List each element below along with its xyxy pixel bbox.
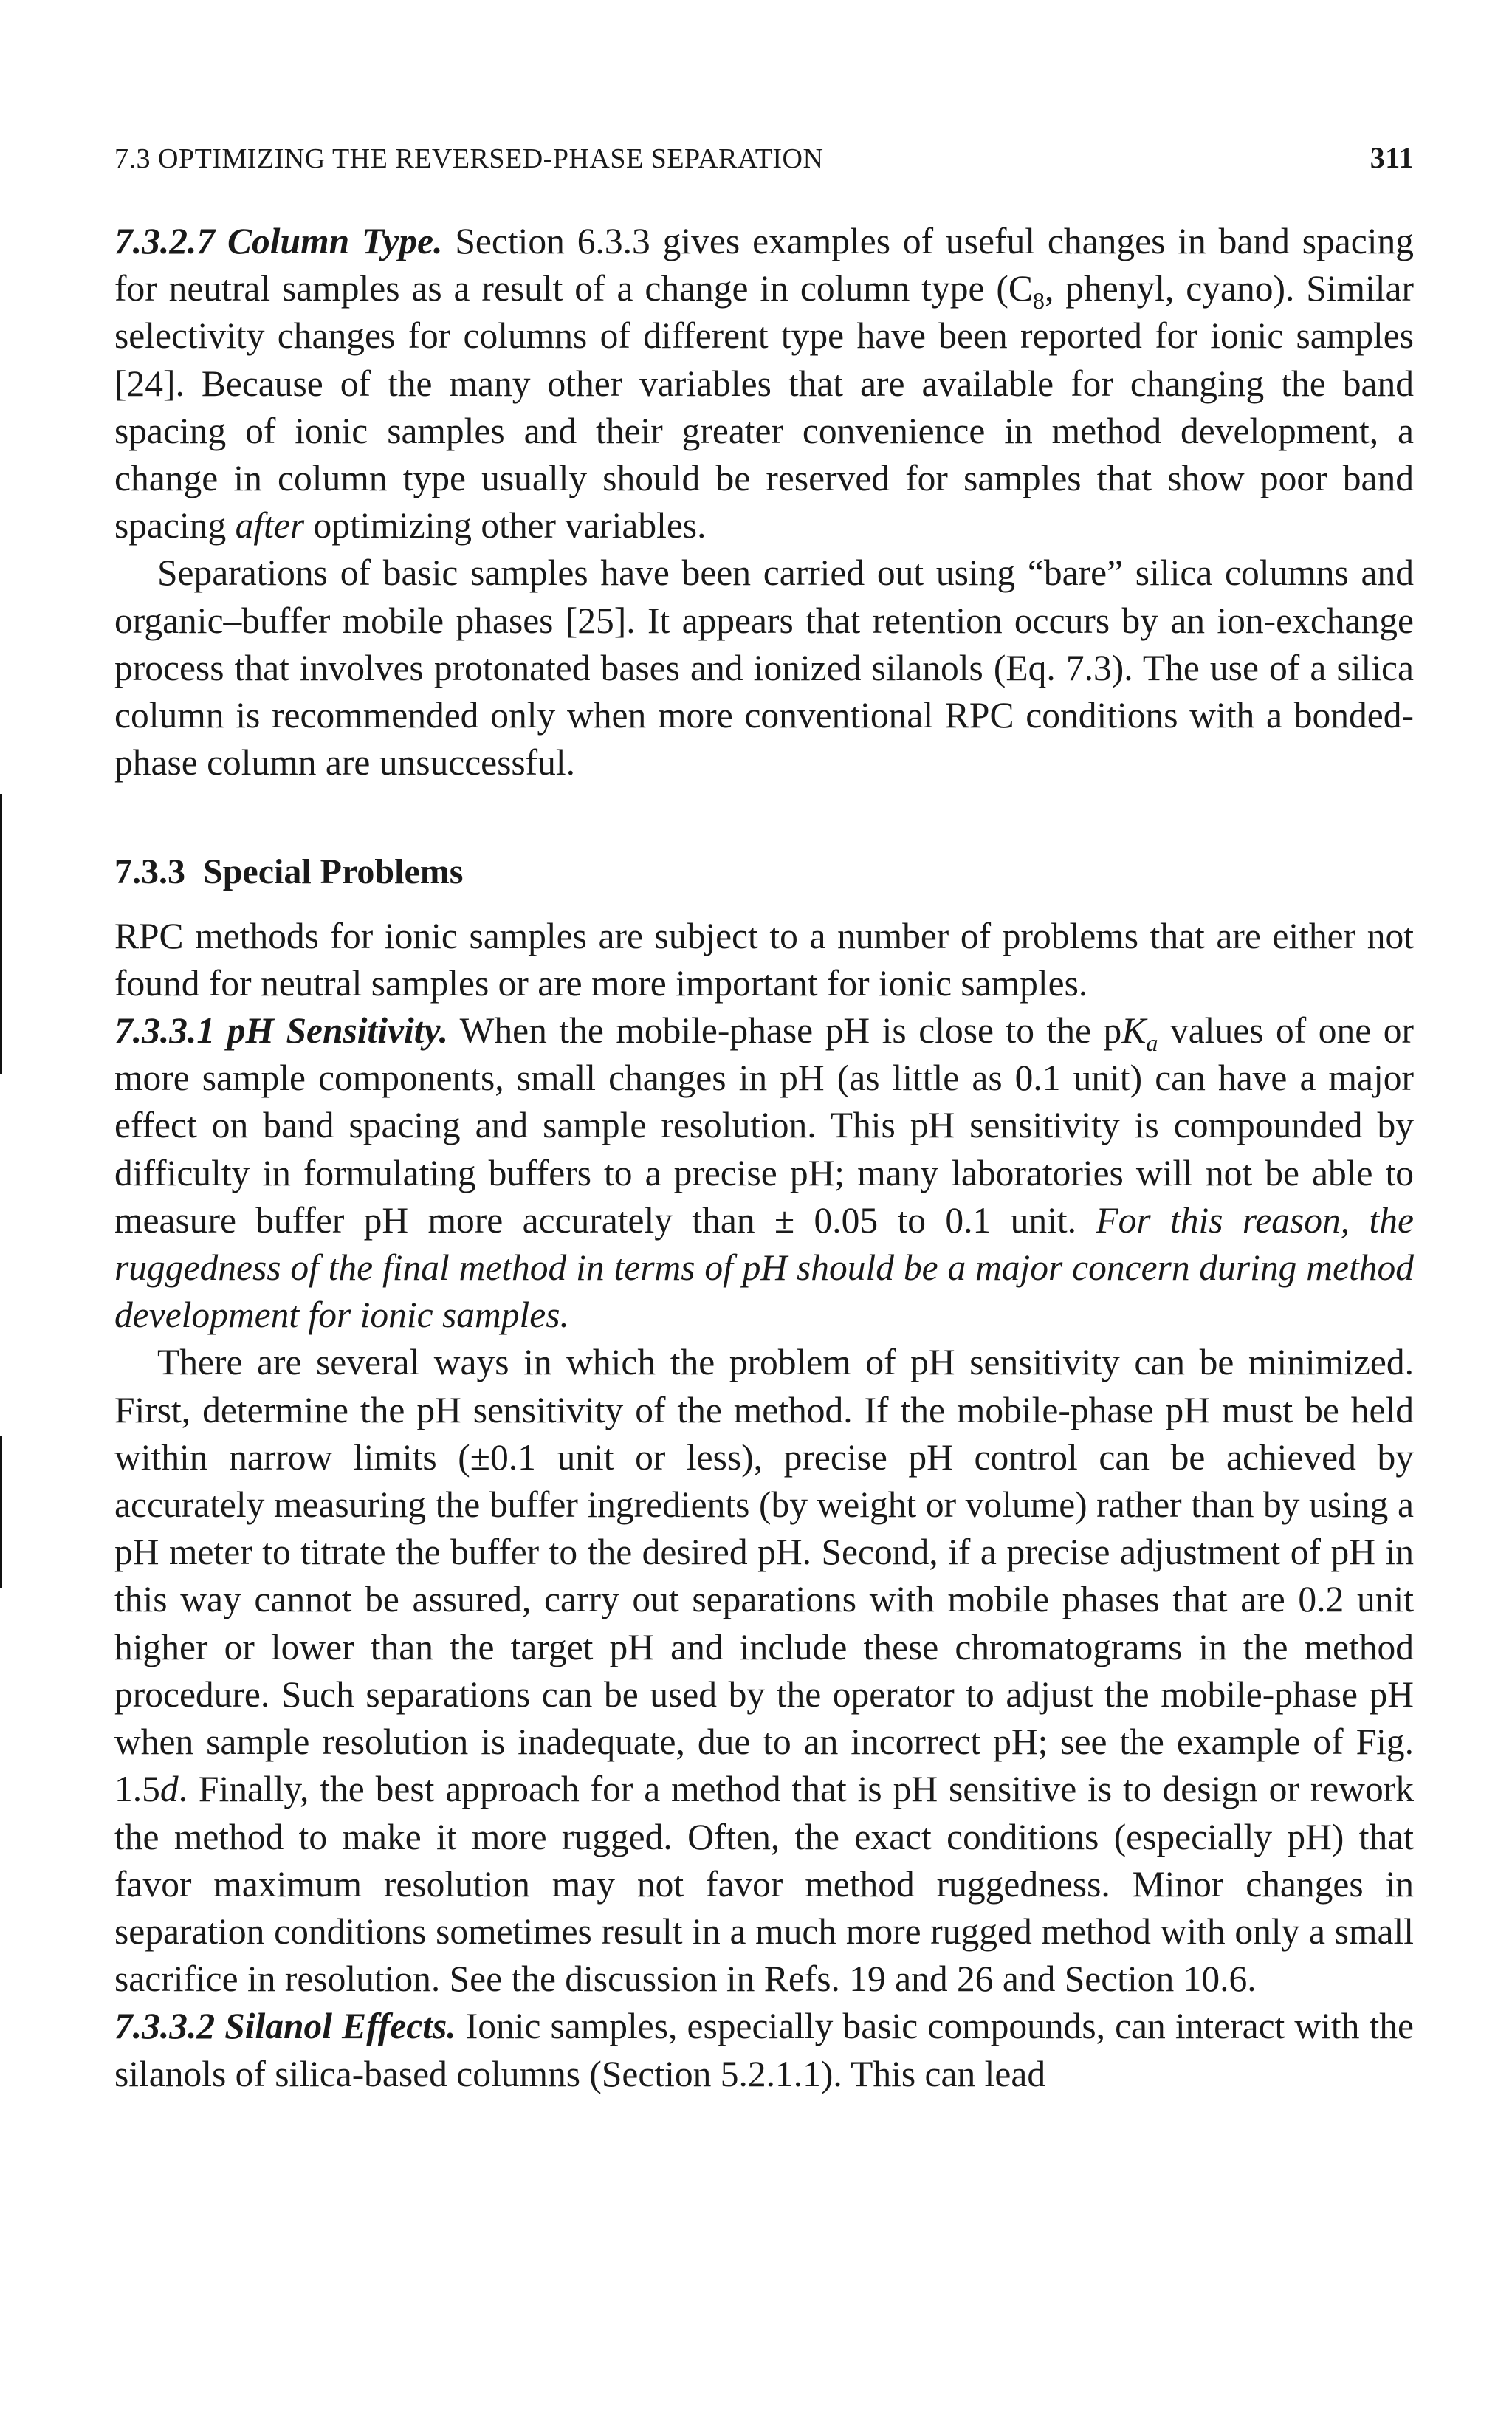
paragraph-silanol-effects: 7.3.3.2 Silanol Effects. Ionic samples, especially basic compounds, can interact with the silanols of silica-based columns (Section 5.2.1.1). This can lead: [114, 2006, 1414, 2094]
body-text: [114, 218, 1414, 2098]
paragraph-silica-columns: Separations of basic samples have been carried out using “bare” silica columns and organic–buffer mobile phases [25]. It appears that retention occurs by an ion-exchange process that involves protonated bases and ionized silanols (Eq. 7.3). The use of a silica column is recommended only when more conventional RPC conditions with a bonded-phase column are unsuccessful.: [114, 552, 1414, 784]
running-header: [114, 140, 1414, 185]
paragraph-ph-minimization: There are several ways in which the problem of pH sensitivity can be minimized. First, determine the pH sensitivity of the method. If the mobile-phase pH must be held within narrow limits (±0.1 unit or less), precise pH control can be achieved by accurately measuring the buffer ingredients (by weight or volume) rather than by using a pH meter to titrate the buffer to the desired pH. Second, if a precise adjustment of pH in this way cannot be assured, carry out separations with mobile phases that are 0.2 unit higher or lower than the target pH and include these chromatograms in the method procedure. Such separations can be used by the operator to adjust the mobile-phase pH when sample resolution is inadequate, due to an incorrect pH; see the example of Fig. 1.5d. Finally, the best approach for a method that is pH sensitive is to design or rework the method to make it more rugged. Often, the exact conditions (especially pH) that favor maximum resolution may not favor method ruggedness. Minor changes in separation conditions sometimes result in a much more rugged method with only a small sacrifice in resolution. See the discussion in Refs. 19 and 26 and Section 10.6.: [114, 1342, 1414, 2000]
paragraph-special-problems: RPC methods for ionic samples are subject to a number of problems that are either not found for neutral samples or are more important for ionic samples.: [114, 915, 1414, 1004]
paragraph-column-type: 7.3.2.7 Column Type. Section 6.3.3 gives examples of useful changes in band spacing for neutral samples as a result of a change in column type ($C_8$, phenyl, cyano). Similar selectivity changes for columns of different type have been reported for ionic samples [24]. Because of the many other variables that are available for changing the band spacing of ionic samples and their greater convenience in method development, a change in column type usually should be reserved for samples that show poor band spacing after optimizing other variables.: [114, 221, 1414, 546]
book-page: [114, 140, 1414, 2098]
subsection-heading-column-type: 7.3.2.7 Column Type.: [114, 221, 443, 261]
page-number: 311: [1370, 141, 1414, 174]
running-title: 7.3 OPTIMIZING THE REVERSED-PHASE SEPARATION: [114, 143, 824, 174]
scan-edge-line: [0, 1436, 2, 1588]
section-heading-special-problems: 7.3.3 Special Problems: [114, 852, 464, 892]
paragraph-ph-sensitivity: 7.3.3.1 pH Sensitivity. When the mobile-phase pH is close to the $pK_a$ values of one or more sample components, small changes in pH (as little as 0.1 unit) can have a major effect on band spacing and sample resolution. This pH sensitivity is compounded by difficulty in formulating buffers to a precise pH; many laboratories will not be able to measure buffer pH more accurately than ± 0.05 to 0.1 unit. For this reason, the ruggedness of the final method in terms of pH should be a major concern during method development for ionic samples.: [114, 1010, 1415, 1336]
scan-edge-line: [0, 794, 2, 1074]
subsection-heading-ph-sensitivity: 7.3.3.1 pH Sensitivity.: [114, 1010, 449, 1052]
subsection-heading-silanol-effects: 7.3.3.2 Silanol Effects.: [114, 2006, 456, 2047]
